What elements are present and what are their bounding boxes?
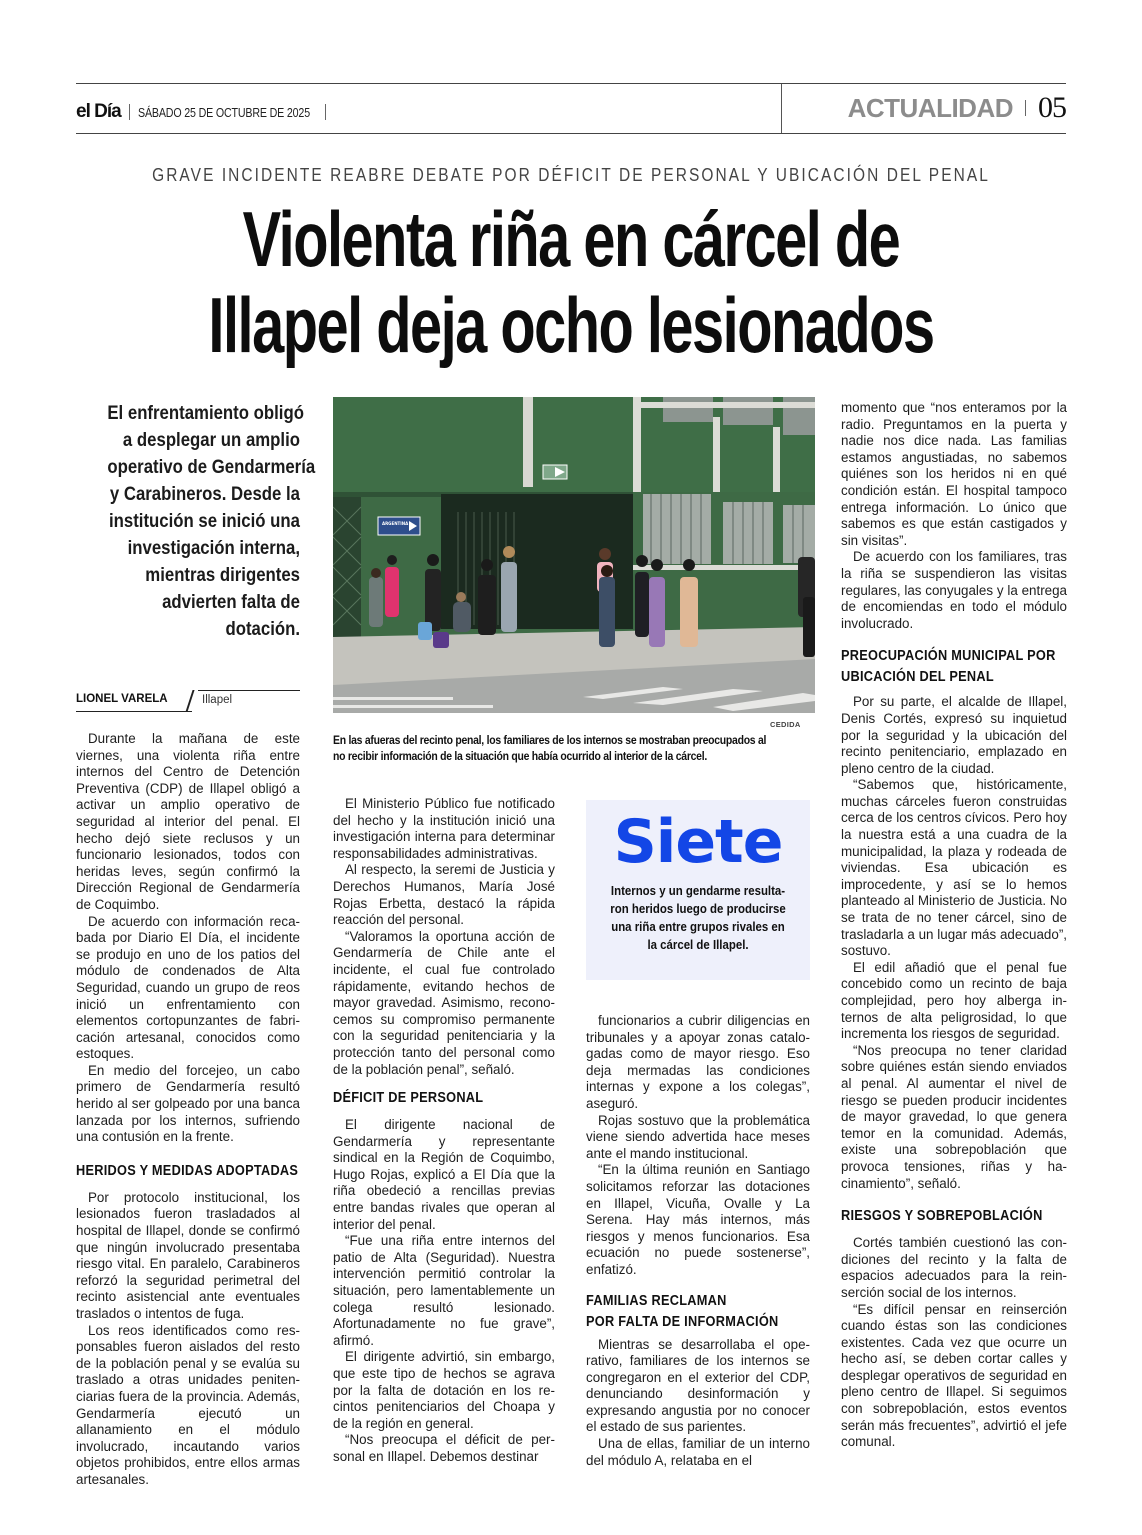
issue-date: SÁBADO 25 DE OCTUBRE DE 2025 — [137, 104, 310, 120]
paragraph: Rojas sostuvo que la problemática viene siendo advertida hace meses ante el mando institucional. — [586, 1112, 810, 1161]
factbox-line: ron heridos luego de producirse — [610, 901, 786, 916]
section-name: ACTUALIDAD — [847, 92, 1013, 123]
article-column-4 — [841, 400, 1067, 1451]
paragraph: Al respecto, la seremi de Justicia y Derechos Humanos, María José Rojas Erbetta, destacó la rápida reacción del personal. — [333, 862, 555, 928]
paragraph: Por protocolo institucional, los lesionados fueron trasladados al hospital de Illapel, donde se confirmó que ningún involucrado presentaba riesgo vital. En paralelo, Carabineros reforzó la seguridad perimetral del recinto asistencial ante eventuales traslados o intentos de fuga. — [76, 1189, 300, 1321]
deck-line: dotación. — [225, 618, 300, 640]
paragraph: “Nos preocupa el déficit de personal en Illapel. Debemos destinar — [333, 1432, 555, 1464]
deck-line: investigación interna, — [127, 537, 300, 559]
paragraph: El dirigente advirtió, sin embargo, que este tipo de hechos se agrava por la falta de dotación en los recintos penitenciarios del Choapa y de la región en general. — [333, 1349, 555, 1431]
factbox-line: la cárcel de Illapel. — [647, 937, 749, 952]
subheading: HERIDOS Y MEDIDAS ADOPTADAS — [76, 1162, 299, 1179]
subheading: POR FALTA DE INFORMACIÓN — [586, 1313, 779, 1330]
headline-line: Illapel deja ocho lesionados — [208, 281, 934, 369]
subheading: DÉFICIT DE PERSONAL — [333, 1090, 484, 1107]
kicker: GRAVE INCIDENTE REABRE DEBATE POR DÉFICIT DE PERSONAL Y UBICACIÓN DEL PENAL — [152, 165, 990, 185]
header-divider — [781, 84, 782, 133]
subheading: UBICACIÓN DEL PENAL — [841, 669, 994, 686]
newspaper-logo: el Día — [76, 101, 121, 122]
deck-line: y Carabineros. Desde la — [109, 483, 300, 505]
deck — [76, 400, 316, 643]
header-top-rule — [76, 83, 1066, 84]
headline-line: Violenta riña en cárcel de — [242, 195, 900, 283]
page-number: 05 — [1038, 91, 1066, 124]
divider — [1025, 100, 1026, 116]
deck-line: institución se inició una — [108, 510, 301, 532]
photo-caption — [333, 732, 823, 764]
paragraph: Mientras se desarrollaba el operativo, familiares de los internos se congregaron en el exterior del CDP, denunciando desinformación y expresando angustia por no conocer el estado de sus parientes. — [586, 1336, 810, 1435]
paragraph: De acuerdo con información recabada por Diario El Día, el incidente se produjo en uno de los patios del módulo de condenados de Alta Seguridad, cuando un grupo de reos inició un enfrentamiento con elementos cortopunzantes de fabricación artesanal, conocidos como estoques. — [76, 913, 300, 1062]
article-column-1 — [76, 731, 300, 1489]
caption-line: En las afueras del recinto penal, los familiares de los internos se mostraban preocupados al — [333, 733, 767, 747]
paragraph: Una de ellas, familiar de un interno del módulo A, relataba en el — [586, 1436, 810, 1468]
paragraph: “Es difícil pensar en reinserción cuando éstas son las condiciones existentes. Cada vez que ocurre un hecho así, se deben cortar calles y desplegar operativos de seguridad en pleno centro de Illapel. Si seguimos con sobrepoblación, estos eventos serán más frecuentes”, advirtió el jefe comunal. — [841, 1301, 1067, 1450]
subheading: FAMILIAS RECLAMAN — [586, 1292, 727, 1309]
paragraph: “Sabemos que, históricamente, muchas cárceles fueron construidas cerca de los centros cívicos. Pero hoy la nuestra está a una cuadra de la municipalidad, la plaza y rodeada de viviendas. Esa ubicación es improcedente, y así se lo hemos planteado al Ministerio de Justicia. No se trata de no tener cárcel, sino de trasladarla a un lugar más adecuado”, sostuvo. — [841, 777, 1067, 959]
headline — [148, 196, 993, 368]
caption-line: no recibir información de la situación que había ocurrido al interior de la cárcel. — [333, 749, 708, 763]
factbox-line: Internos y un gendarme resulta- — [610, 883, 786, 898]
divider — [325, 104, 326, 120]
news-photo — [333, 397, 815, 713]
paragraph: “Nos preocupa no tener claridad sobre quiénes están siendo enviados al penal. Al aumentar el nivel de riesgo se pueden producir incidentes de mayor gravedad, lo que genera temor en la comunidad. Además, existe una sobrepoblación que provoca tensiones, riñas y hacinamiento”, señaló. — [841, 1042, 1067, 1191]
byline-slash — [185, 690, 194, 712]
section-header — [848, 92, 1066, 124]
photo-credit: CEDIDA — [770, 720, 801, 729]
paragraph: Por su parte, el alcalde de Illapel, Denis Cortés, expresó su inquietud por la seguridad y la ubicación del recinto penitenciario, emplazado en pleno centro de la ciudad. — [841, 694, 1067, 776]
author-name: LIONEL VARELA — [76, 693, 168, 705]
paragraph: El edil añadió que el penal fue concebido como un recinto de baja complejidad, pero hoy alberga internos de alta peligrosidad, lo que incrementa los riesgos de seguridad. — [841, 959, 1067, 1042]
masthead — [76, 100, 326, 124]
header-bottom-rule — [76, 133, 1066, 134]
factbox-number: Siete — [613, 807, 783, 877]
factbox-line: una riña entre grupos rivales en — [611, 919, 785, 934]
factbox — [586, 800, 810, 980]
paragraph: “Valoramos la oportuna acción de Gendarmería de Chile ante el incidente, el cual fue controlado rápidamente, evitando hechos de mayor gravedad. Asimismo, reconocemos su compromiso permanente con la seguridad penitenciaria y la protección tanto del personal como de la población penal”, señaló. — [333, 928, 555, 1077]
paragraph: momento que “nos enteramos por la radio. Preguntamos en la puerta y nadie nos dice nada. Las familias estamos angustiadas, no sabemos quiénes son los heridos ni en qué condición están. El hospital tampoco entrega información. Lo único que sabemos es que están castigados y sin visitas”. — [841, 400, 1067, 548]
paragraph: Cortés también cuestionó las condiciones del recinto y la falta de espacios adecuados para la reinserción social de los internos. — [841, 1235, 1067, 1300]
prison-exterior-illustration — [333, 397, 815, 713]
paragraph: El Ministerio Público fue notificado del hecho y la institución inició una investigación interna para determinar responsabilidades administrativas. — [333, 796, 555, 861]
deck-line: advierten falta de — [162, 591, 300, 613]
divider — [129, 104, 130, 120]
subheading: RIESGOS Y SOBREPOBLACIÓN — [841, 1208, 1043, 1225]
byline — [76, 690, 300, 712]
subheading: PREOCUPACIÓN MUNICIPAL POR — [841, 648, 1056, 665]
article-column-2 — [333, 796, 555, 1466]
deck-line: operativo de Gendarmería — [107, 456, 316, 478]
paragraph: El dirigente nacional de Gendarmería y representante sindical en la Región de Coquimbo, Hugo Rojas, explicó a El Día que la riña obedeció a rencillas previas entre bandas rivales que operan al interior del penal. — [333, 1117, 555, 1232]
byline-rule — [198, 690, 300, 691]
paragraph: funcionarios a cubrir diligencias en tribunales y a apoyar zonas catalogadas como de mayor riesgo. Eso deja mermadas las condiciones internas y expone a los colegas”, aseguró. — [586, 1013, 810, 1111]
paragraph: De acuerdo con los familiares, tras la riña se suspendieron las visitas regulares, las conyugales y la entrega de encomiendas en todo el módulo involucrado. — [841, 549, 1067, 631]
dateline-place: Illapel — [202, 694, 233, 706]
paragraph: Los reos identificados como responsables fueron aislados del resto de la población penal y se evalúa su traslado a otras unidades penitenciarias fuera de la provincia. Además, Gendarmería ejecutó un allanamiento en el módulo involucrado, incautando varios objetos prohibidos, entre ellos armas artesanales. — [76, 1322, 300, 1487]
article-column-3 — [586, 1013, 810, 1469]
deck-line: mientras dirigentes — [145, 564, 300, 586]
deck-line: a desplegar un amplio — [122, 429, 300, 451]
paragraph: En medio del forcejeo, un cabo primero de Gendarmería resultó herido al ser golpeado por una banca lanzada por los internos, sufriendo una contusión en la frente. — [76, 1062, 300, 1145]
paragraph: “Fue una riña entre internos del patio de Alta (Seguridad). Nuestra intervención permitió controlar la situación, pero lamentablemente un colega resultó lesionado. Afortunadamente no fue grave”, afirmó. — [333, 1233, 555, 1348]
deck-line: El enfrentamiento obligó — [107, 402, 304, 424]
svg-text:ARGENTINA: ARGENTINA — [382, 521, 409, 526]
factbox-text — [586, 882, 810, 954]
paragraph: Durante la mañana de este viernes, una violenta riña entre internos del Centro de Detención Preventiva (CDP) de Illapel obligó a activar un amplio operativo de seguridad al interior del penal. El hecho dejó siete reclusos y un funcionario lesionados, todos con heridas leves, según confirmó la Dirección Regional de Gendarmería de Coquimbo. — [76, 731, 300, 912]
paragraph: “En la última reunión en Santiago solicitamos reforzar las dotaciones en Illapel, Vicuña, Ovalle y La Serena. Hay más internos, más riesgos y menos funcionarios. Esa ecuación no puede sostenerse”, enfatizó. — [586, 1162, 810, 1277]
byline-rule — [76, 711, 192, 712]
